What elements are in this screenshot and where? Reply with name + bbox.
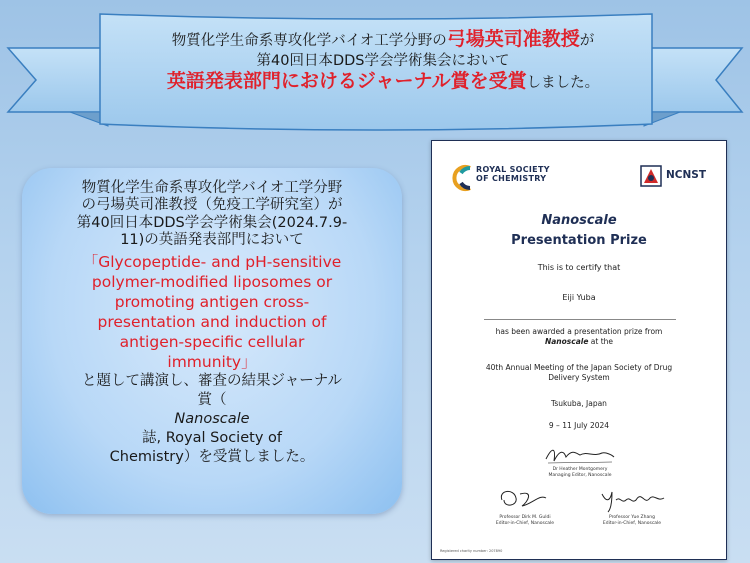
rsc-line-2: OF CHEMISTRY <box>476 174 547 184</box>
title-line: promoting antigen cross- <box>114 292 310 311</box>
banner-line-1 <box>108 28 658 52</box>
awarded-line-1: has been awarded a presentation prize from <box>495 327 663 336</box>
certificate-image <box>431 140 727 560</box>
banner-particle: が <box>579 33 595 49</box>
title-line: presentation and induction of <box>97 312 327 331</box>
certificate-place: Tsukuba, Japan <box>551 399 607 408</box>
certificate-meeting <box>432 363 726 383</box>
description-conclusion <box>36 372 388 466</box>
conclusion-publisher: 誌, Royal Society of <box>142 429 282 446</box>
ncnst-wordmark: NCNST <box>666 169 707 181</box>
signature-3-caption <box>584 515 680 527</box>
certificate-registered-number: Registered charity number: 207890 <box>440 549 503 553</box>
signer-2-role: Editor-in-Chief, Nanoscale <box>495 520 555 526</box>
banner-line-2: 第40回日本DDS学会学術集会において <box>256 52 510 69</box>
presentation-title <box>36 252 388 373</box>
certificate-journal: Nanoscale <box>541 213 617 228</box>
awarded-suffix: at the <box>588 337 614 347</box>
signer-3-role: Editor-in-Chief, Nanoscale <box>602 520 662 526</box>
title-line: 「Glycopeptide- and pH-sensitive <box>82 252 342 271</box>
title-line: immunity」 <box>167 353 257 372</box>
banner-affiliation: 物質化学生命系専攻化学バイオ工学分野の <box>171 33 447 49</box>
signer-3-name: Professor Yue Zhang <box>609 515 655 520</box>
conclusion-line-2 <box>36 391 388 448</box>
certificate-recipient: Eiji Yuba <box>562 293 596 302</box>
signature-2-icon <box>494 486 554 512</box>
signature-1-caption <box>530 467 630 479</box>
awarded-journal: Nanoscale <box>544 337 589 347</box>
description-line-2: の弓場英司准教授（免疫工学研究室）が <box>81 197 343 214</box>
rsc-wordmark <box>476 165 550 183</box>
signer-1-name: Dr Heather Montgomery <box>552 467 608 472</box>
banner-text <box>108 28 658 94</box>
certificate-divider <box>484 319 676 320</box>
signer-1-role: Managing Editor, Nanoscale <box>548 472 612 478</box>
banner-line-3 <box>108 70 658 94</box>
signature-3-icon <box>598 486 668 514</box>
certificate-awarded-text <box>432 327 726 347</box>
meeting-line-2: Delivery System <box>548 373 610 383</box>
description-line-1: 物質化学生命系専攻化学バイオ工学分野 <box>81 180 343 196</box>
awarded-line-2 <box>432 337 726 347</box>
signature-2-caption <box>480 515 570 527</box>
description-box <box>22 168 402 514</box>
conclusion-line-1: と題して講演し、審査の結果ジャーナル <box>82 373 342 390</box>
signature-1-icon <box>542 443 618 467</box>
banner-ending: しました。 <box>526 74 600 91</box>
banner-award-highlight: 英語発表部門におけるジャーナル賞を受賞 <box>166 69 527 92</box>
meeting-line-1: 40th Annual Meeting of the Japan Society of Drug <box>485 363 673 372</box>
signer-2-name: Professor Dirk M. Guldi <box>499 515 551 520</box>
ncnst-logo-icon <box>640 165 662 187</box>
certificate-certify-text: This is to certify that <box>537 263 621 272</box>
title-line: antigen-specific cellular <box>119 333 305 352</box>
conclusion-line-3: Chemistry）を受賞しました。 <box>109 448 315 465</box>
description-line-3: 第40回日本DDS学会学術集会(2024.7.9- <box>76 214 348 231</box>
conclusion-prefix: 賞（ <box>197 392 227 409</box>
certificate-prize-title: Presentation Prize <box>511 233 647 248</box>
banner-awardee-name: 弓場英司准教授 <box>446 28 580 50</box>
journal-name-italic: Nanoscale <box>174 411 250 428</box>
certificate-dates: 9 – 11 July 2024 <box>548 421 610 430</box>
title-line: polymer-modified liposomes or <box>91 272 333 291</box>
rsc-line-1: ROYAL SOCIETY <box>476 165 550 174</box>
description-line-4: 11)の英語発表部門において <box>120 232 304 249</box>
